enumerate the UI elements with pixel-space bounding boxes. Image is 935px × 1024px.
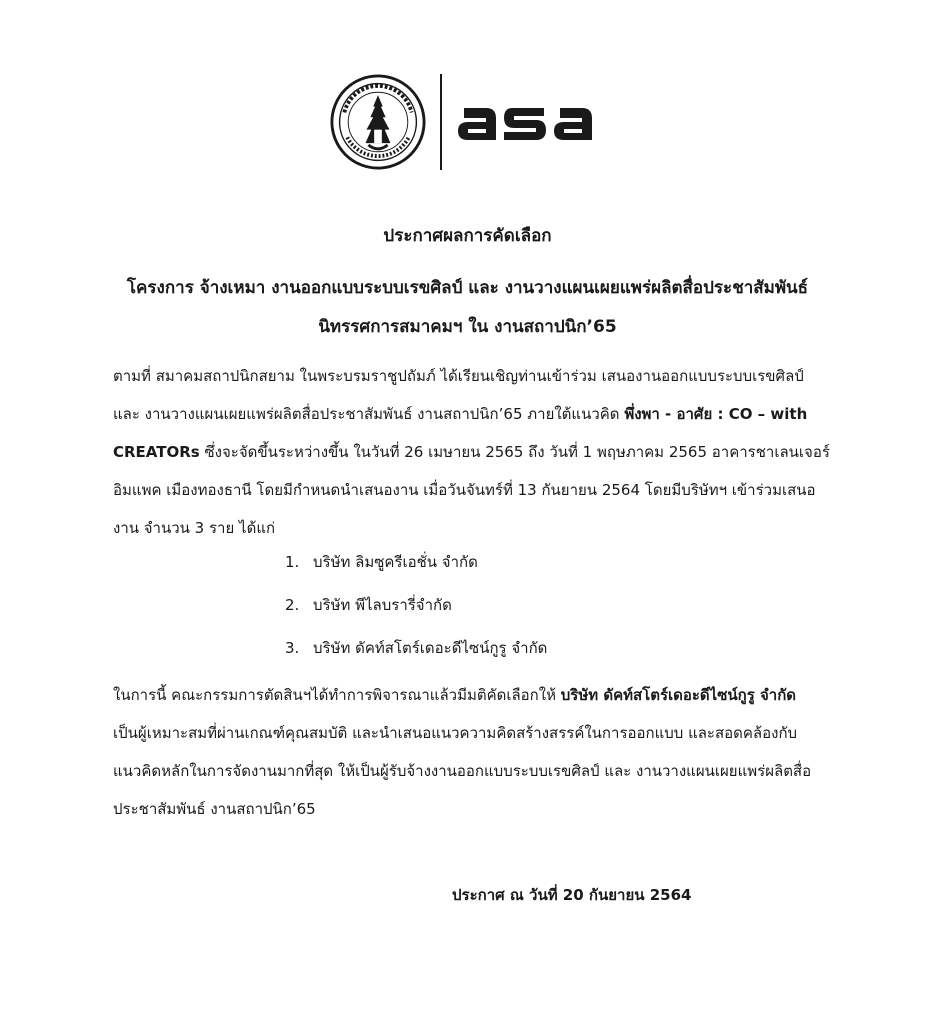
list-item-number: 1.	[285, 553, 300, 571]
project-title-line-2: นิทรรศการสมาคมฯ ใน งานสถาปนิก’65	[318, 317, 617, 337]
intro-paragraph	[113, 357, 853, 547]
result-line-4: ประชาสัมพันธ์ งานสถาปนิก’65	[113, 800, 316, 818]
list-item-number: 2.	[285, 596, 300, 614]
result-line-2: เป็นผู้เหมาะสมที่ผ่านเกณฑ์คุณสมบัติ และนำเสนอแนวความคิดสร้างสรรค์ในการออกแบบ และสอดคล้องกับ	[113, 724, 798, 742]
intro-line-3	[113, 433, 853, 471]
company-name: บริษัท พีไลบรารี่จำกัด	[313, 596, 452, 614]
concept-name-part-1: พึ่งพา - อาศัย : CO – with	[624, 405, 808, 423]
association-seal-logo	[330, 74, 426, 170]
result-line-3: แนวคิดหลักในการจัดงานมากที่สุด ให้เป็นผู้รับจ้างงานออกแบบระบบเรขศิลป์ และ งานวางแผนเผยแพร่ผลิตสื่อ	[113, 762, 812, 780]
intro-line-2-text: และ งานวางแผนเผยแพร่ผลิตสื่อประชาสัมพันธ์ งานสถาปนิก’65 ภายใต้แนวคิด	[113, 405, 625, 423]
intro-line-1: ตามที่ สมาคมสถาปนิกสยาม ในพระบรมราชูปถัมภ์ ได้เรียนเชิญท่านเข้าร่วม เสนองานออกแบบระบบเรขศิลป์	[113, 367, 804, 385]
logo-divider	[440, 74, 442, 170]
intro-line-3-text: ซึ่งจะจัดขึ้นระหว่างขึ้น ในวันที่ 26 เมษายน 2565 ถึง วันที่ 1 พฤษภาคม 2565 อาคารชาเลนเจอร์	[199, 443, 830, 461]
winner-company-name: บริษัท ดัคท์สโตร์เดอะดีไซน์กูรู จำกัด	[560, 686, 797, 704]
company-list	[285, 547, 547, 676]
announcement-heading: ประกาศผลการคัดเลือก	[383, 226, 552, 246]
intro-line-4: อิมแพค เมืองทองธานี โดยมีกำหนดนำเสนองาน เมื่อวันจันทร์ที่ 13 กันยายน 2564 โดยมีบริษัทฯ เข้าร่วมเสนอ	[113, 481, 816, 499]
announcement-date: ประกาศ ณ วันที่ 20 กันยายน 2564	[452, 886, 692, 904]
list-item-number: 3.	[285, 639, 300, 657]
intro-line-2	[113, 395, 853, 433]
company-name: บริษัท ลิมซูครีเอชั่น จำกัด	[313, 553, 478, 571]
result-paragraph	[113, 676, 853, 828]
list-item	[285, 633, 547, 676]
project-title-line-1: โครงการ จ้างเหมา งานออกแบบระบบเรขศิลป์ และ งานวางแผนเผยแพร่ผลิตสื่อประชาสัมพันธ์	[126, 278, 809, 298]
company-name: บริษัท ดัคท์สโตร์เดอะดีไซน์กูรู จำกัด	[313, 639, 548, 657]
list-item	[285, 547, 547, 590]
intro-line-5: งาน จำนวน 3 ราย ได้แก่	[113, 519, 276, 537]
concept-name-part-2: CREATORs	[113, 443, 200, 461]
result-line-1	[113, 676, 853, 714]
result-line-1-text: ในการนี้ คณะกรรมการตัดสินฯได้ทำการพิจารณาแล้วมีมติคัดเลือกให้	[113, 686, 561, 704]
header-logos	[330, 72, 610, 172]
asa-brand-logo	[456, 104, 600, 144]
list-item	[285, 590, 547, 633]
